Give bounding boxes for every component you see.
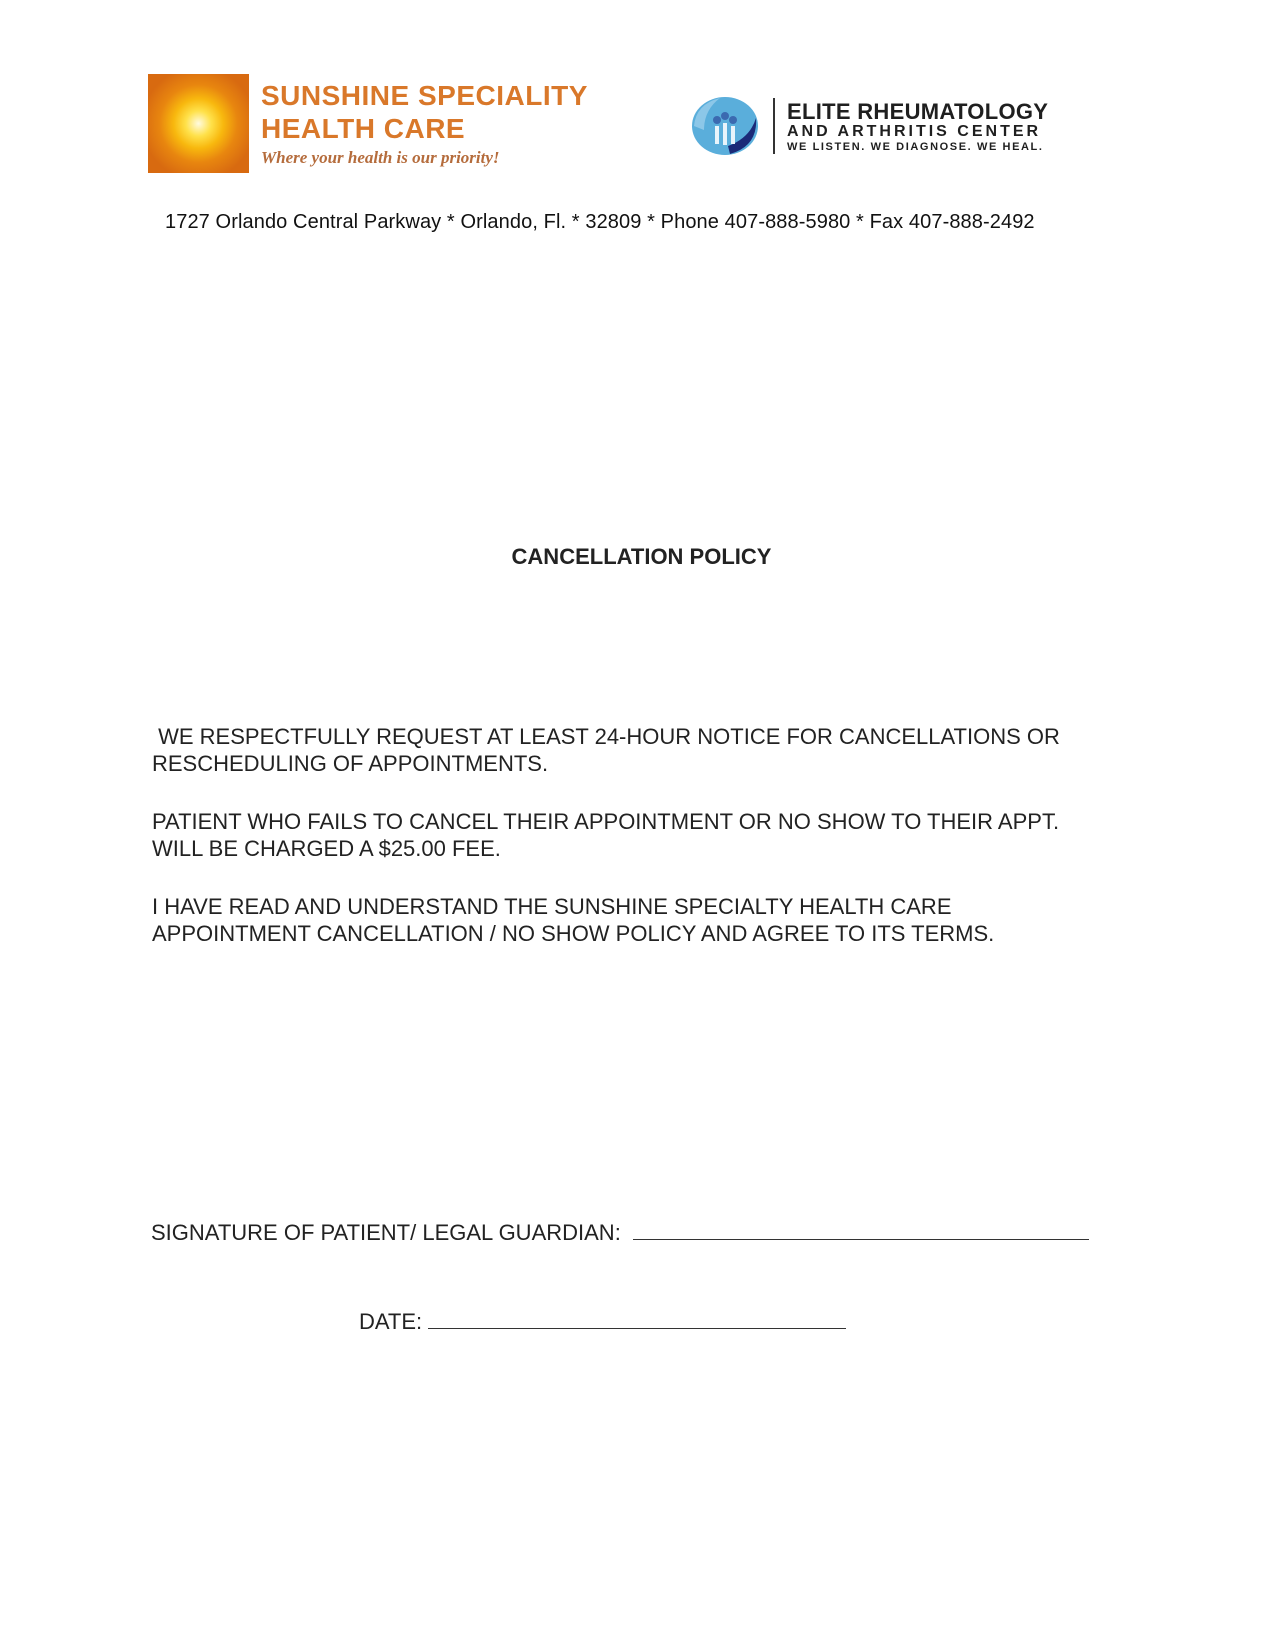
sun-icon bbox=[148, 74, 249, 173]
signature-label: SIGNATURE OF PATIENT/ LEGAL GUARDIAN: bbox=[151, 1220, 621, 1245]
logo-tagline: WE LISTEN. WE DIAGNOSE. WE HEAL. bbox=[787, 141, 1044, 153]
date-label: DATE: bbox=[359, 1309, 423, 1334]
address-line: 1727 Orlando Central Parkway * Orlando, Fl. * 32809 * Phone 407-888-5980 * Fax 407-888-2492 bbox=[165, 211, 1035, 233]
signature-field[interactable] bbox=[633, 1219, 1089, 1240]
logo-name-line1: ELITE RHEUMATOLOGY bbox=[787, 99, 1049, 124]
date-field[interactable] bbox=[428, 1308, 846, 1329]
policy-paragraph bbox=[152, 808, 1059, 862]
paragraph-line: APPOINTMENT CANCELLATION / NO SHOW POLICY AND AGREE TO ITS TERMS. bbox=[152, 921, 995, 946]
paragraph-line: WE RESPECTFULLY REQUEST AT LEAST 24-HOUR NOTICE FOR CANCELLATIONS OR bbox=[152, 724, 1060, 749]
signature-row bbox=[151, 1219, 1089, 1246]
logo-tagline: Where your health is our priority! bbox=[261, 148, 500, 167]
paragraph-line: RESCHEDULING OF APPOINTMENTS. bbox=[152, 751, 549, 776]
policy-paragraph bbox=[152, 893, 994, 947]
logo-divider bbox=[773, 98, 775, 154]
paragraph-line: PATIENT WHO FAILS TO CANCEL THEIR APPOINTMENT OR NO SHOW TO THEIR APPT. bbox=[152, 809, 1060, 834]
paragraph-line: I HAVE READ AND UNDERSTAND THE SUNSHINE SPECIALTY HEALTH CARE bbox=[152, 894, 952, 919]
date-row bbox=[359, 1308, 846, 1335]
elite-rheumatology-logo bbox=[690, 96, 1100, 158]
elite-emblem-icon bbox=[690, 96, 760, 156]
sunshine-specialty-logo bbox=[148, 74, 620, 173]
document-title: CANCELLATION POLICY bbox=[511, 544, 772, 569]
paragraph-line: WILL BE CHARGED A $25.00 FEE. bbox=[152, 836, 501, 861]
logo-name-line2: AND ARTHRITIS CENTER bbox=[787, 123, 1042, 140]
logo-name-line2: HEALTH CARE bbox=[261, 113, 466, 144]
logo-name-line1: SUNSHINE SPECIALITY bbox=[261, 80, 588, 111]
policy-paragraph bbox=[152, 723, 1060, 777]
